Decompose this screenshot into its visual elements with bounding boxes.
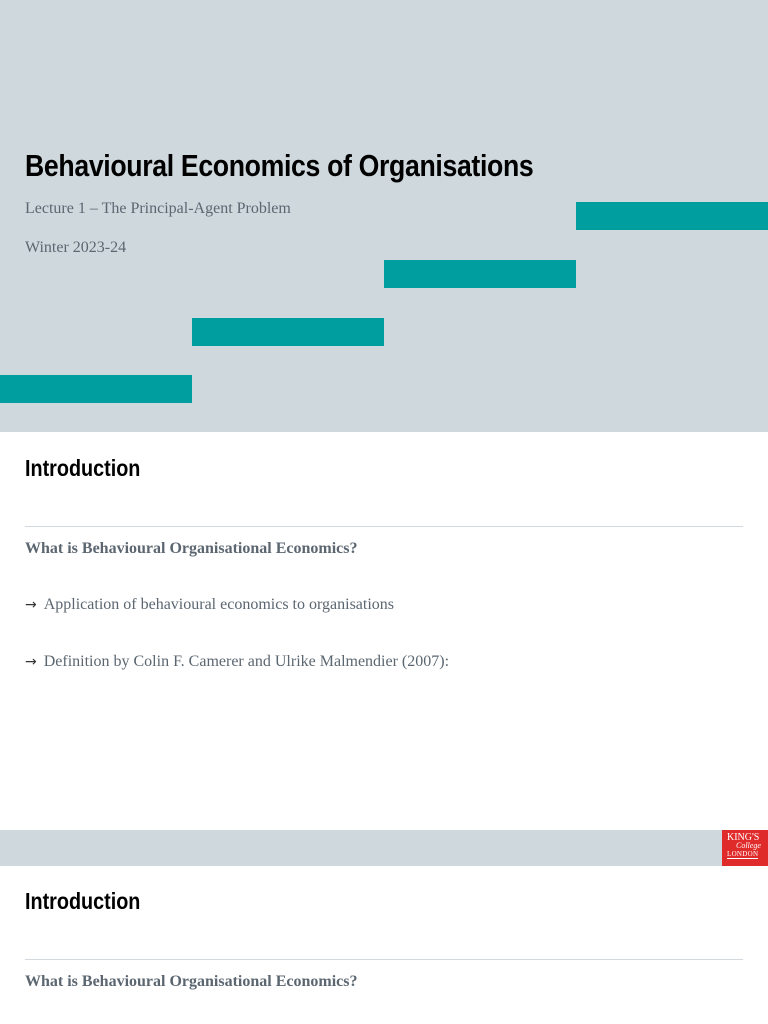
logo-line-1: KING'S: [727, 832, 760, 843]
arrow-icon: →: [25, 654, 37, 670]
term-label: Winter 2023-24: [25, 239, 127, 256]
slide-question: What is Behavioural Organisational Economics?: [25, 540, 358, 557]
accent-bar-2: [384, 260, 576, 288]
heading-divider: [25, 526, 743, 527]
logo-line-3: LONDON: [727, 850, 759, 858]
accent-bar-3: [192, 318, 384, 346]
title-slide: [0, 0, 768, 432]
slide-question: What is Behavioural Organisational Economics?: [25, 973, 358, 990]
slide-footer: [0, 830, 768, 866]
accent-bar-4: [0, 375, 192, 403]
accent-bar-1: [576, 202, 768, 230]
lecture-subtitle: Lecture 1 – The Principal-Agent Problem: [25, 200, 291, 217]
bullet-text: Definition by Colin F. Camerer and Ulrike Malmendier (2007):: [43, 653, 450, 670]
arrow-icon: →: [25, 597, 37, 613]
kings-college-london-logo: [722, 830, 768, 866]
bullet-item-1: [25, 596, 394, 614]
heading-divider: [25, 959, 743, 960]
logo-line-2: College: [736, 841, 761, 850]
introduction-slide: [0, 432, 768, 830]
next-introduction-slide: [0, 866, 768, 1024]
bullet-item-2: [25, 653, 449, 671]
presentation-title: Behavioural Economics of Organisations: [25, 148, 534, 183]
bullet-text: Application of behavioural economics to organisations: [43, 596, 395, 613]
slide-heading: Introduction: [25, 455, 141, 481]
slide-heading: Introduction: [25, 888, 141, 914]
